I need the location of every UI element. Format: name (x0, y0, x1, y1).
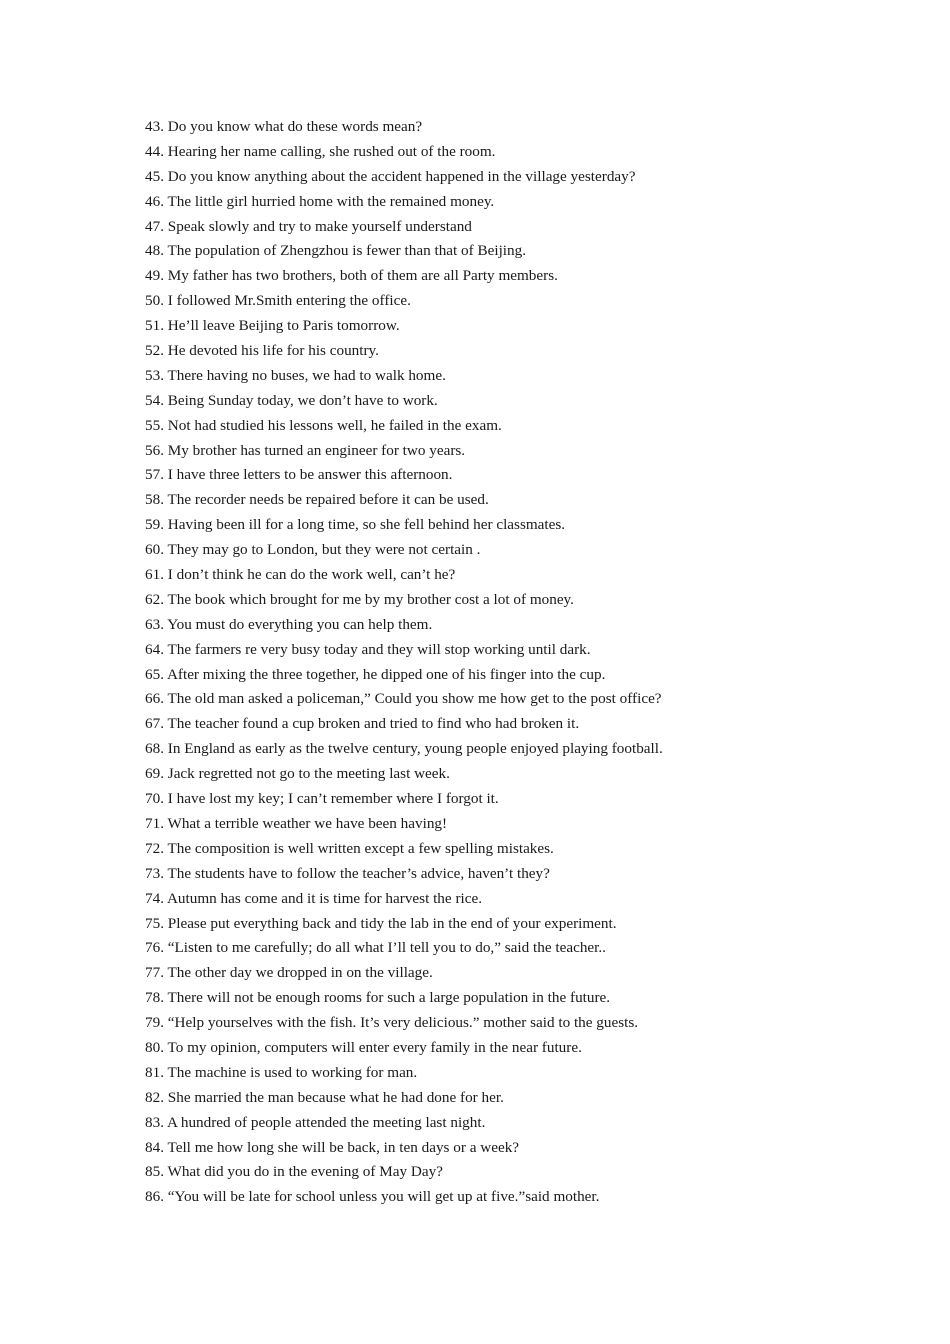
sentence-item: 46. The little girl hurried home with the remained money. (145, 192, 495, 210)
sentence-item: 53. There having no buses, we had to walk home. (145, 366, 446, 384)
sentence-item: 81. The machine is used to working for man. (145, 1063, 418, 1081)
sentence-item: 45. Do you know anything about the accident happened in the village yesterday? (145, 167, 636, 185)
sentence-item: 57. I have three letters to be answer this afternoon. (145, 466, 453, 484)
sentence-item: 78. There will not be enough rooms for such a large population in the future. (145, 989, 611, 1007)
sentence-item: 83. A hundred of people attended the meeting last night. (145, 1113, 486, 1131)
sentence-item: 51. He’ll leave Beijing to Paris tomorrow. (145, 317, 400, 335)
sentence-item: 76. “Listen to me carefully; do all what I’ll tell you to do,” said the teacher.. (145, 939, 606, 957)
sentence-item: 61. I don’t think he can do the work well, can’t he? (145, 566, 456, 584)
sentence-item: 85. What did you do in the evening of May Day? (145, 1163, 443, 1181)
sentence-item: 63. You must do everything you can help them. (145, 615, 433, 633)
sentence-item: 72. The composition is well written except a few spelling mistakes. (145, 839, 554, 857)
sentence-item: 73. The students have to follow the teacher’s advice, haven’t they? (145, 864, 550, 882)
sentence-item: 86. “You will be late for school unless you will get up at five.”said mother. (145, 1188, 600, 1206)
sentence-item: 54. Being Sunday today, we don’t have to work. (145, 391, 438, 409)
sentence-item: 66. The old man asked a policeman,” Could you show me how get to the post office? (145, 690, 662, 708)
sentence-item: 43. Do you know what do these words mean? (145, 118, 423, 135)
sentence-item: 47. Speak slowly and try to make yourself understand (145, 217, 472, 235)
sentence-item: 69. Jack regretted not go to the meeting last week. (145, 765, 450, 783)
sentence-item: 77. The other day we dropped in on the village. (145, 964, 433, 982)
sentence-item: 75. Please put everything back and tidy the lab in the end of your experiment. (145, 914, 617, 932)
sentence-item: 74. Autumn has come and it is time for harvest the rice. (145, 889, 482, 907)
sentence-item: 49. My father has two brothers, both of them are all Party members. (145, 267, 558, 285)
sentence-item: 56. My brother has turned an engineer for two years. (145, 441, 466, 459)
sentence-list (145, 115, 905, 1210)
sentence-item: 55. Not had studied his lessons well, he failed in the exam. (145, 416, 502, 434)
sentence-item: 44. Hearing her name calling, she rushed out of the room. (145, 142, 496, 160)
sentence-item: 50. I followed Mr.Smith entering the office. (145, 292, 411, 310)
sentence-item: 84. Tell me how long she will be back, in ten days or a week? (145, 1138, 520, 1156)
sentence-item: 58. The recorder needs be repaired before it can be used. (145, 491, 489, 509)
sentence-item: 67. The teacher found a cup broken and tried to find who had broken it. (145, 715, 580, 733)
sentence-item: 59. Having been ill for a long time, so she fell behind her classmates. (145, 516, 566, 534)
sentence-item: 80. To my opinion, computers will enter every family in the near future. (145, 1038, 582, 1056)
sentence-item: 70. I have lost my key; I can’t remember where I forgot it. (145, 790, 499, 808)
sentence-item: 52. He devoted his life for his country. (145, 342, 379, 360)
sentence-item: 71. What a terrible weather we have been having! (145, 814, 448, 832)
sentence-item: 60. They may go to London, but they were not certain . (145, 541, 481, 559)
sentence-item: 65. After mixing the three together, he dipped one of his finger into the cup. (145, 665, 606, 683)
sentence-item: 82. She married the man because what he had done for her. (145, 1088, 504, 1106)
sentence-item: 62. The book which brought for me by my brother cost a lot of money. (145, 590, 574, 608)
sentence-item: 79. “Help yourselves with the fish. It’s very delicious.” mother said to the guests. (145, 1014, 639, 1032)
sentence-item: 48. The population of Zhengzhou is fewer than that of Beijing. (145, 242, 527, 260)
sentence-item: 68. In England as early as the twelve century, young people enjoyed playing football. (145, 740, 663, 758)
sentence-item: 64. The farmers re very busy today and they will stop working until dark. (145, 640, 591, 658)
